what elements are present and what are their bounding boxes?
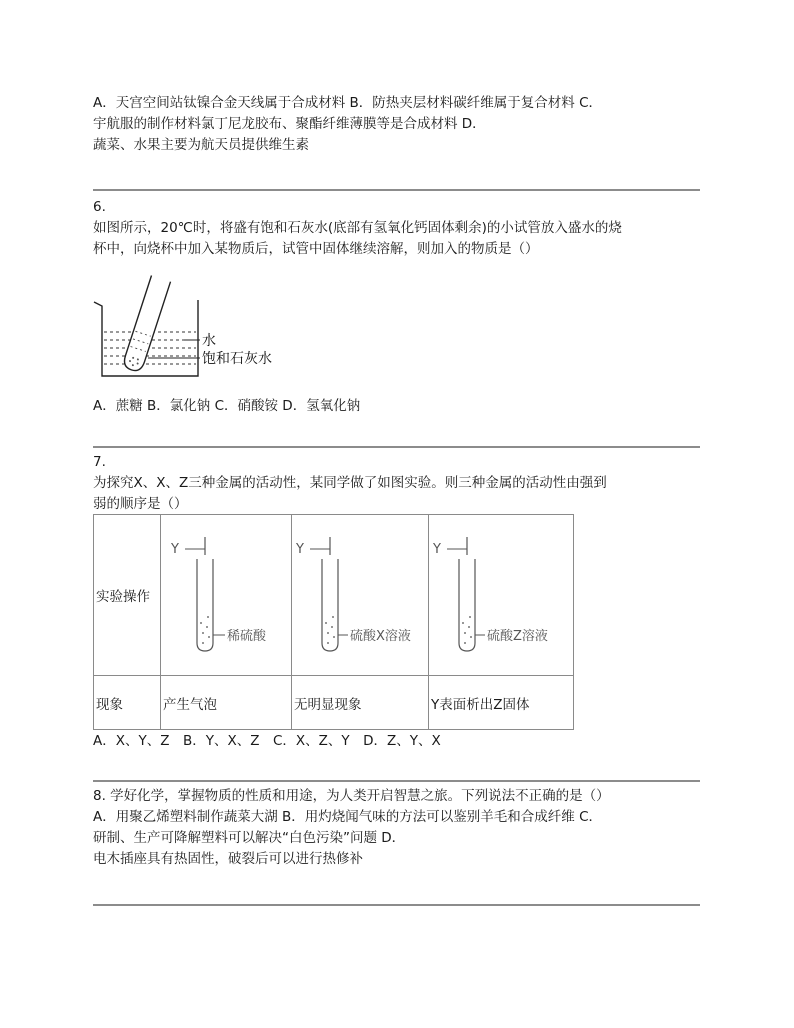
q8-line-1: 8. 学好化学，掌握物质的性质和用途，为人类开启智慧之旅。下列说法不正确的是（）	[93, 788, 610, 804]
tube-3-metal-label: Y	[433, 542, 441, 557]
tube-1-metal-label: Y	[171, 542, 179, 557]
tube-cell-3	[429, 515, 574, 676]
question-5-options	[93, 93, 602, 156]
tube-cell-1	[161, 515, 292, 676]
tube-2-metal-label: Y	[296, 542, 304, 557]
test-tube-1	[161, 515, 291, 671]
tube-1-solution: 稀硫酸	[227, 629, 267, 644]
q6-options	[93, 396, 360, 417]
row-label-phenomenon: 现象	[94, 676, 161, 730]
tube-3-solution: 硫酸Z溶液	[487, 629, 548, 644]
test-tube-3	[429, 515, 573, 671]
q7-number: 7.	[93, 454, 106, 470]
question-6	[93, 197, 622, 260]
q7-options-text: A．X、Y、Z B．Y、X、Z C．X、Z、Y D．Z、Y、X	[93, 733, 441, 749]
phenomenon-1: 产生气泡	[161, 676, 292, 730]
divider-3	[93, 780, 700, 782]
question-7	[93, 452, 607, 515]
divider-2	[93, 446, 700, 448]
phenomenon-3: Y表面析出Z固体	[429, 676, 574, 730]
q8-line-3: 研制、生产可降解塑料可以解决“白色污染”问题 D．	[93, 830, 406, 846]
q6-number: 6.	[93, 199, 106, 215]
test-tube-2	[292, 515, 428, 671]
q8-line-4: 电木插座具有热固性，破裂后可以进行热修补	[93, 851, 363, 867]
q6-line-2: 杯中，向烧杯中加入某物质后，试管中固体继续溶解，则加入的物质是（）	[93, 241, 539, 257]
divider-4	[93, 904, 700, 906]
label-limewater: 饱和石灰水	[202, 351, 272, 367]
q6-line-1: 如图所示，20℃时，将盛有饱和石灰水(底部有氢氧化钙固体剩余)的小试管放入盛水的烧	[93, 220, 622, 236]
q7-options	[93, 731, 441, 752]
q6-beaker-figure	[88, 270, 328, 382]
tube-cell-2	[292, 515, 429, 676]
q6-options-text: A．蔗糖 B．氯化钠 C．硝酸铵 D．氢氧化钠	[93, 398, 361, 414]
experiment-table	[93, 514, 574, 730]
q7-line-1: 为探究X、X、Z三种金属的活动性，某同学做了如图实验。则三种金属的活动性由强到	[93, 475, 607, 491]
q5-line-1: A．天宫空间站钛镍合金天线属于合成材料 B．防热夹层材料碳纤维属于复合材料 C．	[93, 95, 603, 111]
divider-1	[93, 189, 700, 191]
row-label-operation: 实验操作	[94, 515, 161, 676]
q5-line-2: 宇航服的制作材料氯丁尼龙胶布、聚酯纤维薄膜等是合成材料 D．	[93, 116, 486, 132]
q5-line-3: 蔬菜、水果主要为航天员提供维生素	[93, 137, 309, 153]
question-8	[93, 786, 610, 870]
tube-2-solution: 硫酸X溶液	[350, 629, 411, 644]
label-water: 水	[202, 333, 216, 349]
q7-line-2: 弱的顺序是（）	[93, 496, 188, 512]
q8-line-2: A．用聚乙烯塑料制作蔬菜大湖 B．用灼烧闻气味的方法可以鉴别羊毛和合成纤维 C．	[93, 809, 603, 825]
phenomenon-2: 无明显现象	[292, 676, 429, 730]
